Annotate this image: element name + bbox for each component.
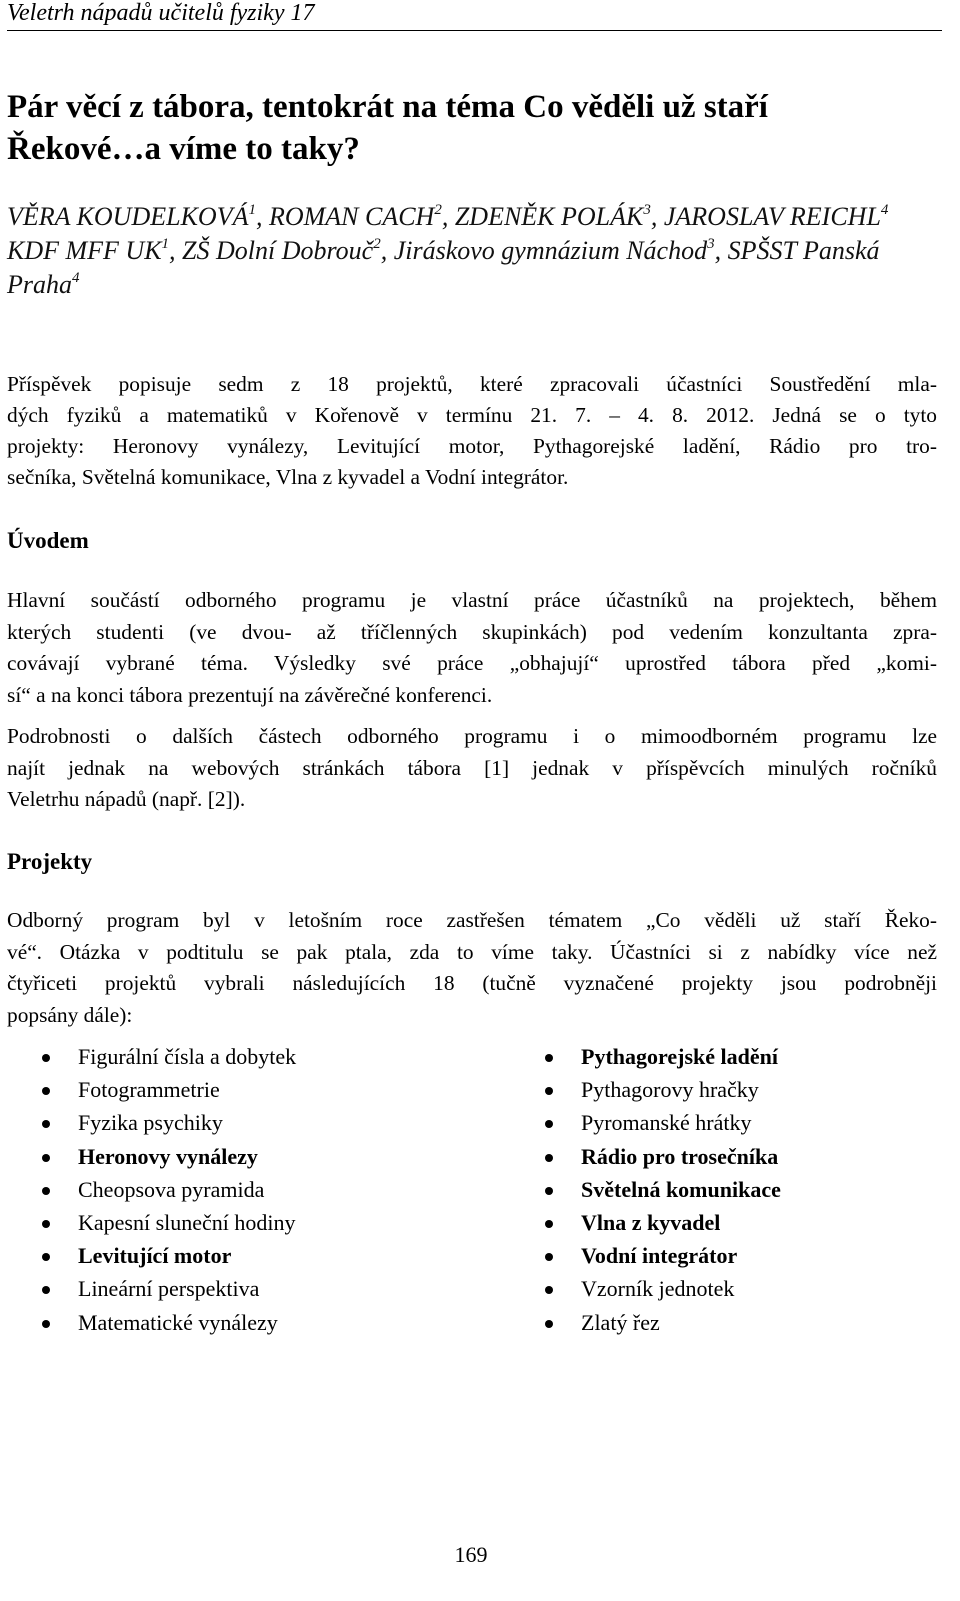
list-item-label: Figurální čísla a dobytek — [78, 1044, 297, 1069]
list-item — [543, 1176, 781, 1209]
section-heading-intro: Úvodem — [7, 528, 89, 553]
author-separator: , — [441, 202, 455, 231]
list-item-label: Vzorník jednotek — [581, 1276, 735, 1302]
author-name: VĚRA KOUDELKOVÁ — [7, 202, 249, 231]
author-sup: 1 — [248, 202, 256, 218]
affiliation-separator: , — [169, 236, 183, 265]
list-item-label: Zlatý řez — [581, 1309, 660, 1335]
list-item — [40, 1176, 296, 1209]
list-item — [543, 1109, 781, 1142]
author-affiliations — [7, 234, 942, 302]
author-separator: , — [650, 202, 664, 231]
bullet-icon — [545, 1220, 553, 1228]
list-item-label: Levitující motor — [78, 1243, 232, 1269]
list-item-label: Lineární perspektiva — [78, 1276, 260, 1302]
list-item — [40, 1242, 296, 1275]
author-sup: 2 — [434, 202, 442, 218]
title-line-2: Řekové…a víme to taky? — [7, 131, 360, 167]
list-item — [40, 1309, 296, 1342]
list-item — [543, 1076, 781, 1109]
title-line-1: Pár věcí z tábora, tentokrát na téma Co věděli už staří — [7, 89, 768, 125]
bullet-icon — [545, 1286, 553, 1294]
list-item — [543, 1043, 781, 1076]
bullet-icon — [42, 1320, 50, 1328]
list-item — [40, 1076, 296, 1109]
list-item — [40, 1043, 296, 1076]
paragraph-line: covávají vybrané téma. Výsledky své práce „obhajují“ uprostřed tábora před „komi- — [7, 651, 937, 675]
abstract-line: projekty: Heronovy vynálezy, Levitující motor, Pythagorejské ladění, Rádio pro tro- — [7, 434, 937, 458]
project-list-left — [40, 1043, 296, 1342]
bullet-icon — [545, 1154, 553, 1162]
list-item-label: Heronovy vynálezy — [78, 1143, 258, 1169]
paragraph-line: Odborný program byl v letošním roce zastřešen tématem „Co věděli už staří Řeko- — [7, 908, 937, 932]
bullet-icon — [42, 1253, 50, 1261]
project-list-right — [543, 1043, 781, 1342]
bullet-icon — [545, 1253, 553, 1261]
author-name: ROMAN CACH — [268, 202, 435, 231]
list-item — [40, 1209, 296, 1242]
bullet-icon — [545, 1054, 553, 1062]
author-sup: 3 — [643, 202, 651, 218]
abstract-line: Příspěvek popisuje sedm z 18 projektů, které zpracovali účastníci Soustředění mla- — [7, 372, 937, 396]
bullet-icon — [545, 1120, 553, 1128]
paragraph-line: vé“. Otázka v podtitulu se pak ptala, zda to víme taky. Účastníci si z nabídky více než — [7, 939, 937, 964]
author-name: JAROSLAV REICHL — [663, 202, 881, 231]
bullet-icon — [42, 1187, 50, 1195]
list-item-label: Kapesní sluneční hodiny — [78, 1209, 296, 1235]
author-block — [7, 200, 942, 302]
list-item — [543, 1309, 781, 1342]
paragraph-line: Podrobnosti o dalších částech odborného programu i o mimoodborném programu lze — [7, 724, 937, 748]
bullet-icon — [42, 1154, 50, 1162]
affiliation-sup: 2 — [373, 236, 381, 252]
list-item-label: Rádio pro trosečníka — [581, 1143, 779, 1169]
article-title — [7, 86, 942, 170]
list-item-label: Pythagorovy hračky — [581, 1077, 759, 1103]
list-item-label: Pyromanské hrátky — [581, 1110, 752, 1136]
list-item-label: Vlna z kyvadel — [581, 1209, 721, 1235]
author-names — [7, 200, 942, 234]
bullet-icon — [545, 1187, 553, 1195]
bullet-icon — [545, 1320, 553, 1328]
affiliation-sup: 1 — [161, 236, 170, 252]
paragraph-line: Veletrhu nápadů (např. [2]). — [7, 787, 246, 811]
paragraph-line: čtyřiceti projektů vybrali následujících 18 (tučně vyznačené projekty jsou podrobněji — [7, 971, 937, 995]
paragraph-line: popsány dále): — [7, 1002, 133, 1027]
bullet-icon — [42, 1120, 50, 1128]
intro-paragraph-1 — [7, 585, 937, 711]
affiliation: KDF MFF UK — [7, 236, 162, 265]
list-item-label: Fyzika psychiky — [78, 1110, 223, 1136]
author-separator: , — [255, 202, 269, 231]
bullet-icon — [545, 1087, 553, 1095]
abstract-line: dých fyziků a matematiků v Kořenově v termínu 21. 7. – 4. 8. 2012. Jedná se o tyto — [7, 403, 937, 427]
bullet-icon — [42, 1087, 50, 1095]
list-item — [40, 1275, 296, 1308]
bullet-icon — [42, 1220, 50, 1228]
author-name: ZDENĚK POLÁK — [454, 202, 644, 231]
list-item — [543, 1275, 781, 1308]
list-item — [40, 1109, 296, 1142]
list-item-label: Pythagorejské ladění — [581, 1044, 778, 1069]
affiliation: SPŠST Panská Praha — [7, 236, 880, 299]
paragraph-line: Hlavní součástí odborného programu je vlastní práce účastníků na projektech, během — [7, 588, 937, 612]
list-item — [543, 1242, 781, 1275]
list-item — [40, 1143, 296, 1176]
list-item — [543, 1209, 781, 1242]
abstract-line: sečníka, Světelná komunikace, Vlna z kyvadel a Vodní integrátor. — [7, 465, 569, 489]
list-item — [543, 1143, 781, 1176]
affiliation: Jiráskovo gymnázium Náchod — [393, 236, 708, 265]
list-item-label: Cheopsova pyramida — [78, 1176, 265, 1202]
bullet-icon — [42, 1286, 50, 1294]
paragraph-line: najít jednak na webových stránkách tábora [1] jednak v příspěvcích minulých ročníků — [7, 755, 937, 780]
list-item-label: Matematické vynálezy — [78, 1309, 278, 1335]
affiliation-separator: , — [714, 236, 728, 265]
running-header-title: Veletrh nápadů učitelů fyziky 17 — [7, 0, 315, 26]
running-header — [7, 0, 942, 31]
list-item-label: Vodní integrátor — [581, 1243, 738, 1269]
affiliation: ZŠ Dolní Dobrouč — [182, 236, 374, 265]
author-sup: 4 — [880, 202, 889, 218]
list-item-label: Světelná komunikace — [581, 1176, 781, 1202]
projects-paragraph — [7, 905, 937, 1031]
paragraph-line: sí“ a na konci tábora prezentují na závěrečné konferenci. — [7, 682, 493, 707]
intro-paragraph-2 — [7, 721, 937, 816]
list-item-label: Fotogrammetrie — [78, 1077, 220, 1103]
page-number: 169 — [454, 1542, 488, 1567]
bullet-icon — [42, 1054, 50, 1062]
affiliation-sup: 4 — [72, 270, 80, 286]
paragraph-line: kterých studenti (ve dvou- až tříčlenných skupinkách) pod vedením konzultanta zpra- — [7, 619, 937, 644]
affiliation-separator: , — [380, 236, 394, 265]
abstract — [7, 369, 937, 493]
section-heading-projects: Projekty — [7, 849, 93, 874]
affiliation-sup: 3 — [707, 236, 715, 252]
